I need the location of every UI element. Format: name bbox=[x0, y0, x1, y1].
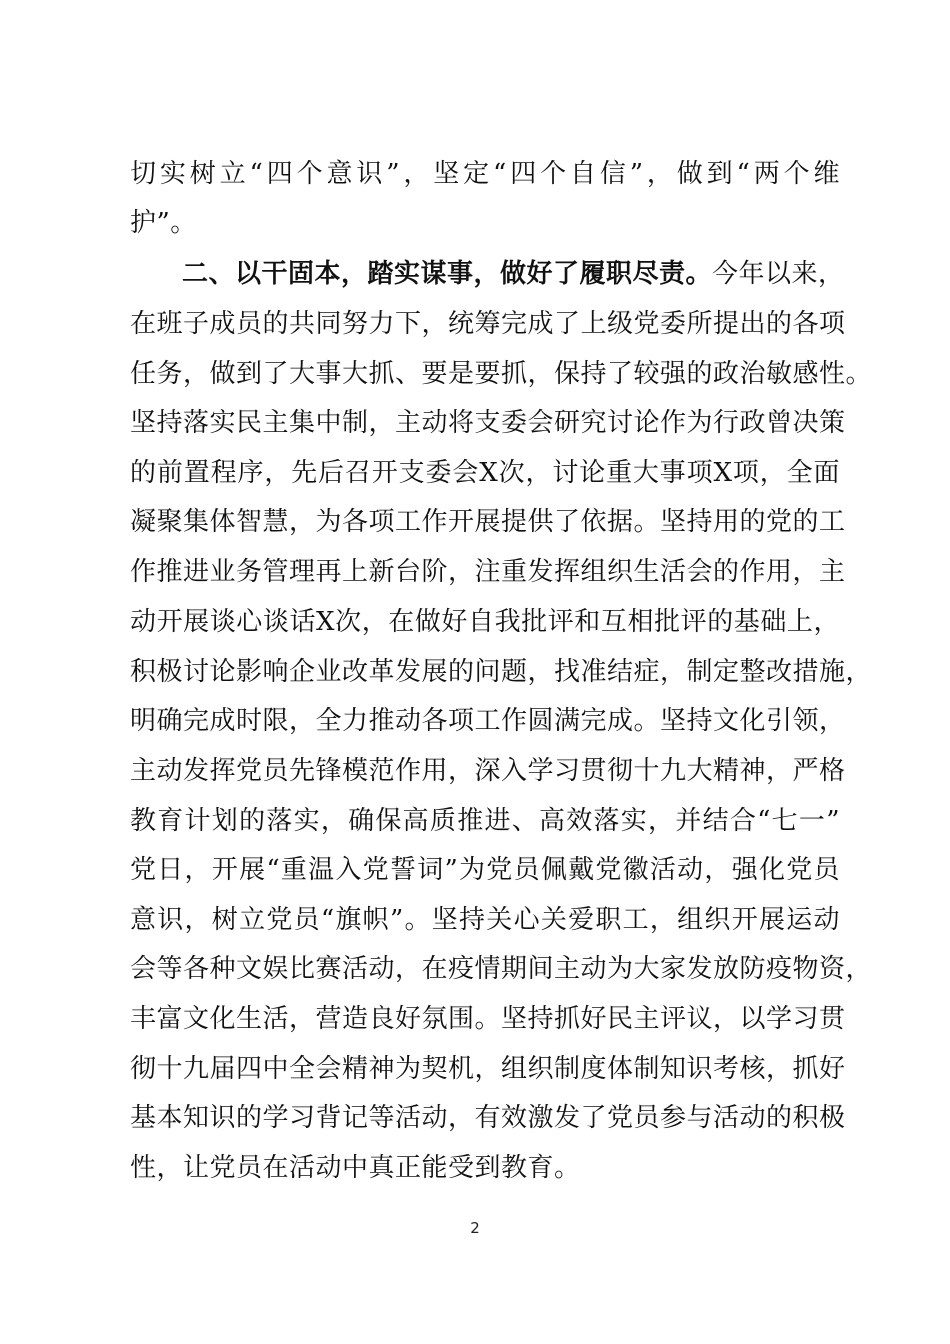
section-heading: 二、以干固本，踏实谋事，做好了履职尽责。 bbox=[182, 259, 713, 289]
paragraph-2-line-4: 坚持落实民主集中制，主动将支委会研究讨论作为行政曾决策 bbox=[130, 408, 846, 438]
paragraph-2-line-12: 教育计划的落实，确保高质推进、高效落实，并结合“七一” bbox=[130, 806, 840, 836]
paragraph-2-line-6: 凝聚集体智慧，为各项工作开展提供了依据。坚持用的党的工 bbox=[130, 507, 846, 537]
paragraph-2-line-13: 党日，开展“重温入党誓词”为党员佩戴党徽活动，强化党员 bbox=[130, 855, 840, 885]
section-heading-continuation: 今年以来， bbox=[712, 259, 845, 289]
page-number: 2 bbox=[470, 1219, 480, 1237]
paragraph-2-line-14: 意识，树立党员“旗帜”。坚持关心关爱职工，组织开展运动 bbox=[130, 905, 840, 935]
paragraph-2-line-18: 基本知识的学习背记等活动，有效激发了党员参与活动的积极 bbox=[130, 1103, 846, 1133]
paragraph-2-line-11: 主动发挥党员先锋模范作用，深入学习贯彻十九大精神，严格 bbox=[130, 756, 846, 786]
paragraph-2-line-16: 丰富文化生活，营造良好氛围。坚持抓好民主评议，以学习贯 bbox=[130, 1004, 846, 1034]
paragraph-2-line-8: 动开展谈心谈话X次，在做好自我批评和互相批评的基础上， bbox=[130, 607, 840, 637]
paragraph-2-line-17: 彻十九届四中全会精神为契机，组织制度体制知识考核，抓好 bbox=[130, 1054, 846, 1084]
paragraph-2-line-2: 在班子成员的共同努力下，统筹完成了上级党委所提出的各项 bbox=[130, 309, 846, 339]
paragraph-2-line-5: 的前置程序，先后召开支委会X次，讨论重大事项X项，全面 bbox=[130, 458, 840, 488]
paragraph-2-line-15: 会等各种文娱比赛活动，在疫情期间主动为大家发放防疫物资， bbox=[130, 954, 873, 984]
paragraph-2-line-3: 任务，做到了大事大抓、要是要抓，保持了较强的政治敏感性。 bbox=[130, 359, 873, 389]
paragraph-1-line-2: 护”。 bbox=[130, 208, 197, 238]
paragraph-2-line-10: 明确完成时限，全力推动各项工作圆满完成。坚持文化引领， bbox=[130, 706, 846, 736]
paragraph-2-line-9: 积极讨论影响企业改革发展的问题，找准结症，制定整改措施， bbox=[130, 657, 873, 687]
paragraph-2-line-7: 作推进业务管理再上新台阶，注重发挥组织生活会的作用，主 bbox=[130, 557, 846, 587]
paragraph-2-line-1 bbox=[182, 254, 845, 294]
paragraph-2-line-19: 性，让党员在活动中真正能受到教育。 bbox=[130, 1153, 581, 1183]
paragraph-1-line-1: 切实树立“四个意识”，坚定“四个自信”，做到“两个维 bbox=[130, 159, 840, 189]
